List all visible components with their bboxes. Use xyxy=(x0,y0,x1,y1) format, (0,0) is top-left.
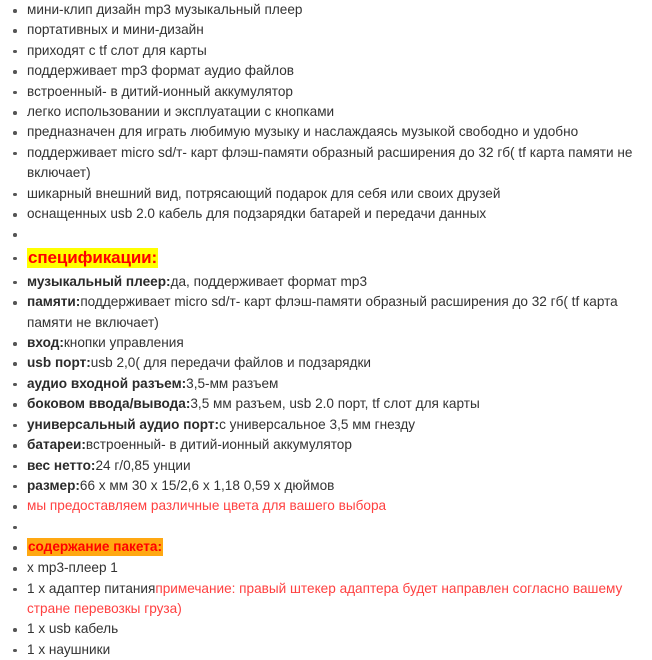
table-row xyxy=(0,333,652,353)
colors-note-text: мы предоставляем различные цвета для вашего выбора xyxy=(27,498,387,514)
package-item-text: 1 x usb кабель xyxy=(27,621,119,637)
spec-label: памяти: xyxy=(27,294,81,310)
spec-value: 3,5-мм разъем xyxy=(186,375,279,391)
specifications-heading: спецификации: xyxy=(28,247,158,267)
list-item-colors-note xyxy=(0,496,652,516)
table-row xyxy=(0,476,652,496)
feature-text: встроенный- в дитий-ионный аккумулятор xyxy=(27,83,293,99)
spec-label: аудио входной разъем: xyxy=(27,375,187,391)
list-item xyxy=(0,143,652,184)
spec-value: встроенный- в дитий-ионный аккумулятор xyxy=(85,437,352,453)
spec-value: да, поддерживает формат mp3 xyxy=(170,273,368,289)
feature-text: шикарный внешний вид, потрясающий подарок для себя или своих друзей xyxy=(27,185,501,201)
list-item xyxy=(0,61,652,81)
list-item xyxy=(0,122,652,142)
spec-label: музыкальный плеер: xyxy=(27,273,171,289)
feature-text: портативных и мини-дизайн xyxy=(27,22,204,38)
list-item-package-heading xyxy=(0,537,652,558)
feature-text: оснащенных usb 2.0 кабель для подзарядки батарей и передачи данных xyxy=(27,206,487,222)
spec-label: размер: xyxy=(27,477,80,493)
package-contents-heading: содержание пакета: xyxy=(28,539,162,555)
spec-value: usb 2,0( для передачи файлов и подзарядки xyxy=(90,355,372,371)
list-item xyxy=(0,204,652,224)
feature-text: мини-клип дизайн mp3 музыкальный плеер xyxy=(27,2,303,17)
package-item-text: 1 х адаптер питания xyxy=(27,580,156,596)
table-row xyxy=(0,456,652,476)
feature-text: поддерживает micro sd/т- карт флэш-памяти образный расширения до 32 гб( tf карта памяти не включает) xyxy=(27,144,633,181)
spec-value: 66 х мм 30 х 15/2,6 х 1,18 0,59 х дюймов xyxy=(79,477,335,493)
list-item xyxy=(0,20,652,40)
feature-text: приходят с tf слот для карты xyxy=(27,42,207,58)
table-row xyxy=(0,394,652,414)
spec-value: 24 г/0,85 унции xyxy=(95,457,191,473)
spec-label: вход: xyxy=(27,335,64,351)
list-item-spec-heading xyxy=(0,245,652,272)
spec-label: вес нетто: xyxy=(27,457,96,473)
table-row xyxy=(0,353,652,373)
table-row xyxy=(0,272,652,292)
spec-label: боковом ввода/вывода: xyxy=(27,396,191,412)
spec-value: 3,5 мм разъем, usb 2.0 порт, tf слот для карты xyxy=(190,396,480,412)
spec-label: универсальный аудио порт: xyxy=(27,416,220,432)
feature-text: легко использовании и эксплуатации с кнопками xyxy=(27,104,335,120)
list-item xyxy=(0,41,652,61)
list-item xyxy=(0,82,652,102)
table-row xyxy=(0,374,652,394)
list-item xyxy=(0,0,652,20)
list-item xyxy=(0,558,652,578)
spec-value: с универсальное 3,5 мм гнезду xyxy=(219,416,416,432)
list-item-empty xyxy=(0,517,652,537)
spec-value: поддерживает micro sd/т- карт флэш-памяти образный расширения до 32 гб( tf карта памяти не включает) xyxy=(27,294,618,330)
package-item-text: x mp3-плеер 1 xyxy=(27,560,118,576)
feature-text: поддерживает mp3 формат аудио файлов xyxy=(27,63,294,79)
spec-value: кнопки управления xyxy=(63,335,184,351)
list-item xyxy=(0,619,652,639)
feature-text: предназначен для играть любимую музыку и наслаждаясь музыкой свободно и удобно xyxy=(27,124,579,140)
spec-label: usb порт: xyxy=(27,355,91,371)
list-item xyxy=(0,579,652,620)
table-row xyxy=(0,292,652,333)
table-row xyxy=(0,435,652,455)
table-row xyxy=(0,415,652,435)
list-item xyxy=(0,640,652,660)
spec-label: батареи: xyxy=(27,437,86,453)
list-item xyxy=(0,102,652,122)
list-item xyxy=(0,184,652,204)
list-item-empty xyxy=(0,224,652,244)
package-item-text: 1 x наушники xyxy=(27,641,111,657)
package-item-note: примечание: правый штекер адаптера будет направлен согласно вашему стране перевозкы груза) xyxy=(27,580,623,616)
